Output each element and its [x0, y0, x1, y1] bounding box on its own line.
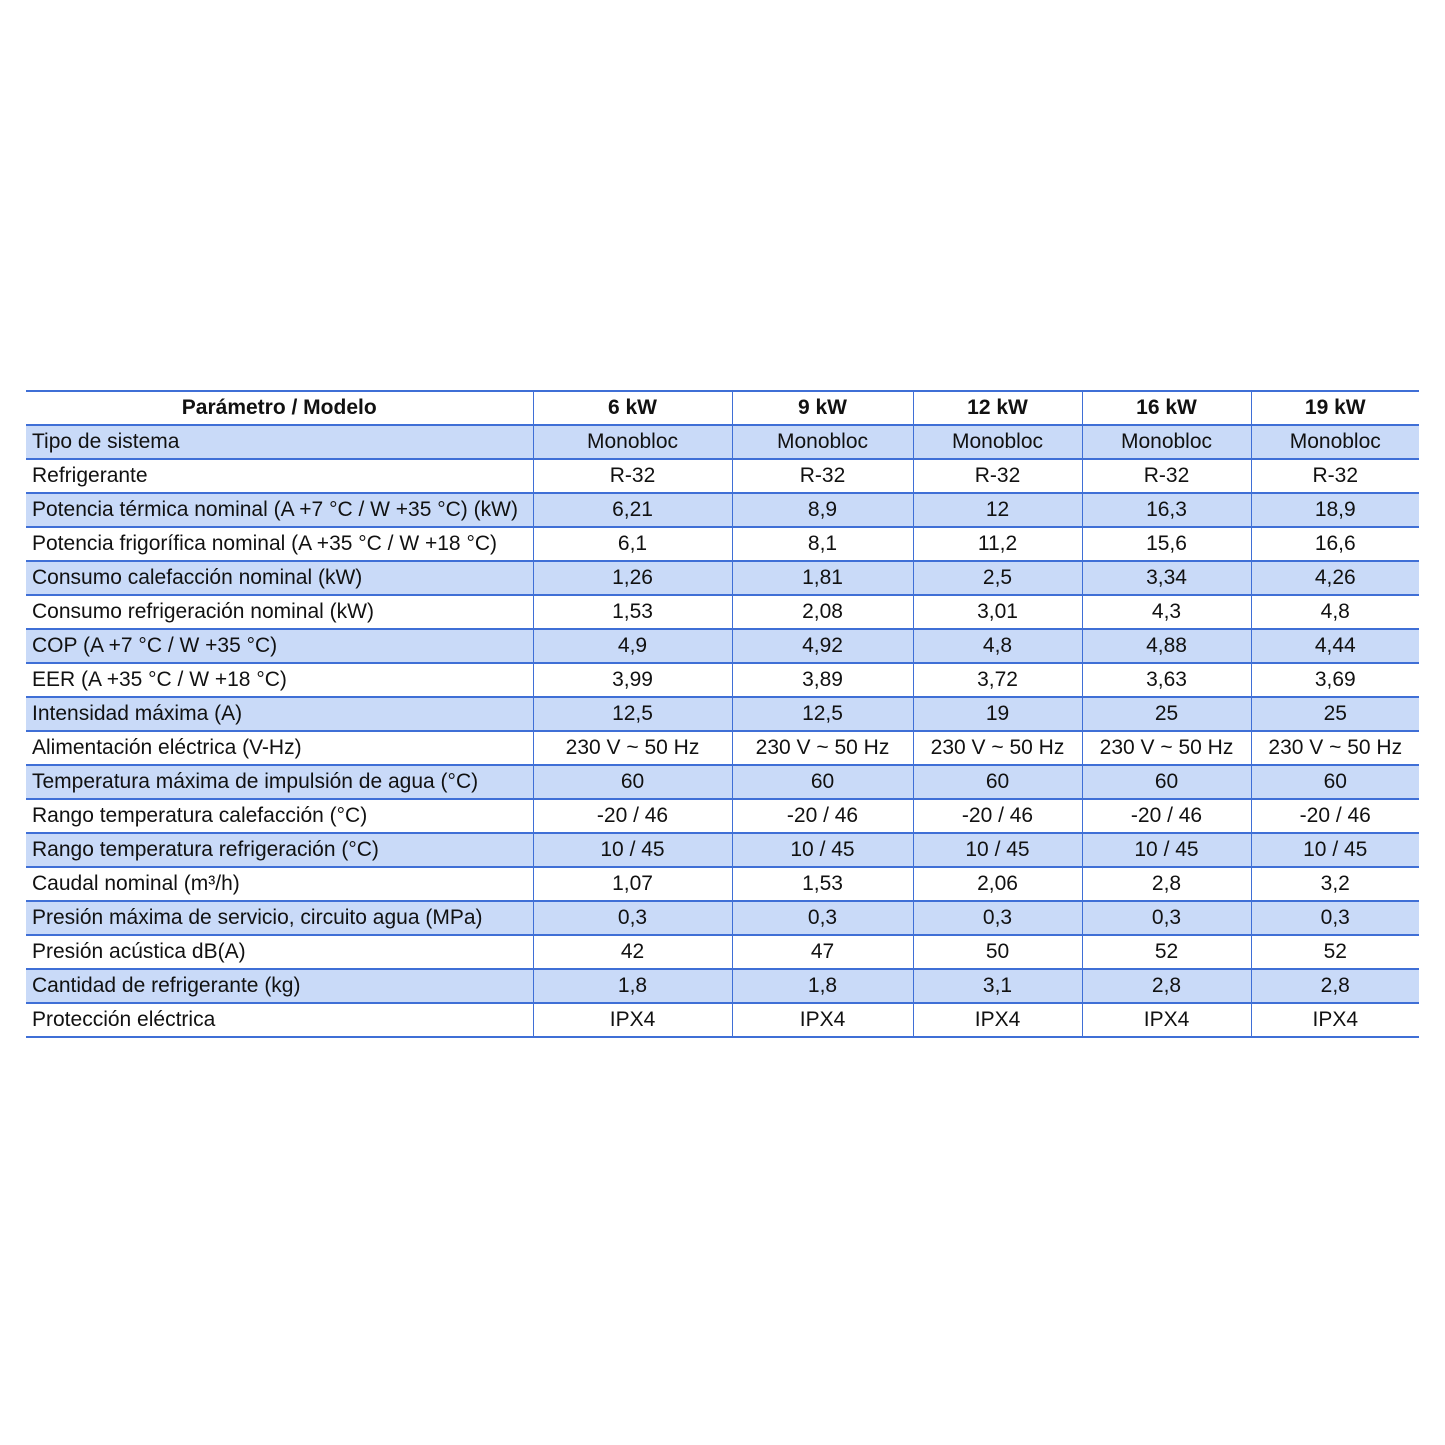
value-cell: 6,1 [533, 527, 732, 561]
value-cell: 19 [913, 697, 1082, 731]
value-cell: 4,9 [533, 629, 732, 663]
value-cell: 52 [1082, 935, 1251, 969]
parameter-cell: EER (A +35 °C / W +18 °C) [26, 663, 533, 697]
value-cell: -20 / 46 [1251, 799, 1419, 833]
value-cell: 47 [732, 935, 913, 969]
value-cell: 16,6 [1251, 527, 1419, 561]
value-cell: 4,8 [913, 629, 1082, 663]
table-row [26, 969, 1419, 1003]
table-row [26, 697, 1419, 731]
parameter-cell: Potencia frigorífica nominal (A +35 °C / W +18 °C) [26, 527, 533, 561]
table-row [26, 901, 1419, 935]
value-cell: 10 / 45 [1082, 833, 1251, 867]
value-cell: IPX4 [533, 1003, 732, 1037]
table-row [26, 425, 1419, 459]
value-cell: 0,3 [1251, 901, 1419, 935]
value-cell: 3,01 [913, 595, 1082, 629]
value-cell: 230 V ~ 50 Hz [913, 731, 1082, 765]
value-cell: 2,06 [913, 867, 1082, 901]
value-cell: R-32 [732, 459, 913, 493]
value-cell: 2,8 [1082, 969, 1251, 1003]
value-cell: 2,8 [1082, 867, 1251, 901]
value-cell: Monobloc [1251, 425, 1419, 459]
value-cell: IPX4 [1082, 1003, 1251, 1037]
parameter-cell: Potencia térmica nominal (A +7 °C / W +35 °C) (kW) [26, 493, 533, 527]
value-cell: 50 [913, 935, 1082, 969]
value-cell: 4,88 [1082, 629, 1251, 663]
table-row [26, 1003, 1419, 1037]
parameter-cell: COP (A +7 °C / W +35 °C) [26, 629, 533, 663]
value-cell: 60 [1082, 765, 1251, 799]
value-cell: 10 / 45 [913, 833, 1082, 867]
value-cell: 3,69 [1251, 663, 1419, 697]
value-cell: 3,89 [732, 663, 913, 697]
value-cell: 3,63 [1082, 663, 1251, 697]
value-cell: 12 [913, 493, 1082, 527]
header-cell-model: 9 kW [732, 391, 913, 425]
value-cell: 4,44 [1251, 629, 1419, 663]
value-cell: 15,6 [1082, 527, 1251, 561]
value-cell: Monobloc [732, 425, 913, 459]
value-cell: 3,99 [533, 663, 732, 697]
parameter-cell: Alimentación eléctrica (V-Hz) [26, 731, 533, 765]
value-cell: R-32 [1082, 459, 1251, 493]
value-cell: 3,72 [913, 663, 1082, 697]
header-cell-model: 12 kW [913, 391, 1082, 425]
value-cell: -20 / 46 [533, 799, 732, 833]
parameter-cell: Tipo de sistema [26, 425, 533, 459]
value-cell: 10 / 45 [533, 833, 732, 867]
value-cell: 3,1 [913, 969, 1082, 1003]
parameter-cell: Rango temperatura calefacción (°C) [26, 799, 533, 833]
value-cell: 1,8 [732, 969, 913, 1003]
parameter-cell: Rango temperatura refrigeración (°C) [26, 833, 533, 867]
value-cell: 0,3 [913, 901, 1082, 935]
value-cell: 4,92 [732, 629, 913, 663]
parameter-cell: Temperatura máxima de impulsión de agua (°C) [26, 765, 533, 799]
value-cell: 230 V ~ 50 Hz [533, 731, 732, 765]
table-row [26, 935, 1419, 969]
table-row [26, 459, 1419, 493]
value-cell: IPX4 [732, 1003, 913, 1037]
value-cell: 11,2 [913, 527, 1082, 561]
value-cell: 25 [1251, 697, 1419, 731]
table-row [26, 833, 1419, 867]
value-cell: 60 [1251, 765, 1419, 799]
value-cell: 42 [533, 935, 732, 969]
parameter-cell: Consumo refrigeración nominal (kW) [26, 595, 533, 629]
value-cell: 230 V ~ 50 Hz [1082, 731, 1251, 765]
parameter-cell: Presión acústica dB(A) [26, 935, 533, 969]
value-cell: R-32 [913, 459, 1082, 493]
value-cell: 12,5 [732, 697, 913, 731]
value-cell: 12,5 [533, 697, 732, 731]
value-cell: 4,26 [1251, 561, 1419, 595]
value-cell: 60 [913, 765, 1082, 799]
value-cell: 2,8 [1251, 969, 1419, 1003]
parameter-cell: Caudal nominal (m³/h) [26, 867, 533, 901]
value-cell: 3,2 [1251, 867, 1419, 901]
table-row [26, 493, 1419, 527]
parameter-cell: Intensidad máxima (A) [26, 697, 533, 731]
value-cell: -20 / 46 [732, 799, 913, 833]
value-cell: 1,53 [732, 867, 913, 901]
value-cell: 2,5 [913, 561, 1082, 595]
value-cell: IPX4 [913, 1003, 1082, 1037]
parameter-cell: Refrigerante [26, 459, 533, 493]
parameter-cell: Consumo calefacción nominal (kW) [26, 561, 533, 595]
value-cell: 230 V ~ 50 Hz [732, 731, 913, 765]
table-row [26, 867, 1419, 901]
value-cell: -20 / 46 [1082, 799, 1251, 833]
value-cell: -20 / 46 [913, 799, 1082, 833]
header-cell-parameter: Parámetro / Modelo [26, 391, 533, 425]
value-cell: 1,81 [732, 561, 913, 595]
table-body [26, 425, 1419, 1037]
value-cell: 8,1 [732, 527, 913, 561]
value-cell: 3,34 [1082, 561, 1251, 595]
value-cell: 10 / 45 [1251, 833, 1419, 867]
table-row [26, 799, 1419, 833]
header-cell-model: 6 kW [533, 391, 732, 425]
value-cell: 6,21 [533, 493, 732, 527]
table-row [26, 527, 1419, 561]
table-row [26, 561, 1419, 595]
value-cell: R-32 [533, 459, 732, 493]
value-cell: 16,3 [1082, 493, 1251, 527]
value-cell: 0,3 [732, 901, 913, 935]
value-cell: 230 V ~ 50 Hz [1251, 731, 1419, 765]
value-cell: Monobloc [1082, 425, 1251, 459]
table-header [26, 391, 1419, 425]
value-cell: 2,08 [732, 595, 913, 629]
value-cell: 1,26 [533, 561, 732, 595]
table-row [26, 765, 1419, 799]
value-cell: Monobloc [533, 425, 732, 459]
value-cell: 52 [1251, 935, 1419, 969]
table-row [26, 731, 1419, 765]
value-cell: 18,9 [1251, 493, 1419, 527]
value-cell: 1,07 [533, 867, 732, 901]
table-row [26, 595, 1419, 629]
parameter-cell: Protección eléctrica [26, 1003, 533, 1037]
value-cell: 60 [732, 765, 913, 799]
value-cell: R-32 [1251, 459, 1419, 493]
value-cell: 1,53 [533, 595, 732, 629]
value-cell: 8,9 [732, 493, 913, 527]
parameter-cell: Presión máxima de servicio, circuito agua (MPa) [26, 901, 533, 935]
value-cell: Monobloc [913, 425, 1082, 459]
header-cell-model: 16 kW [1082, 391, 1251, 425]
value-cell: 4,8 [1251, 595, 1419, 629]
value-cell: 1,8 [533, 969, 732, 1003]
value-cell: 10 / 45 [732, 833, 913, 867]
value-cell: 4,3 [1082, 595, 1251, 629]
header-row [26, 391, 1419, 425]
value-cell: 0,3 [533, 901, 732, 935]
table-row [26, 663, 1419, 697]
value-cell: 0,3 [1082, 901, 1251, 935]
spec-table [26, 390, 1419, 1038]
value-cell: IPX4 [1251, 1003, 1419, 1037]
table-row [26, 629, 1419, 663]
value-cell: 25 [1082, 697, 1251, 731]
parameter-cell: Cantidad de refrigerante (kg) [26, 969, 533, 1003]
value-cell: 60 [533, 765, 732, 799]
header-cell-model: 19 kW [1251, 391, 1419, 425]
